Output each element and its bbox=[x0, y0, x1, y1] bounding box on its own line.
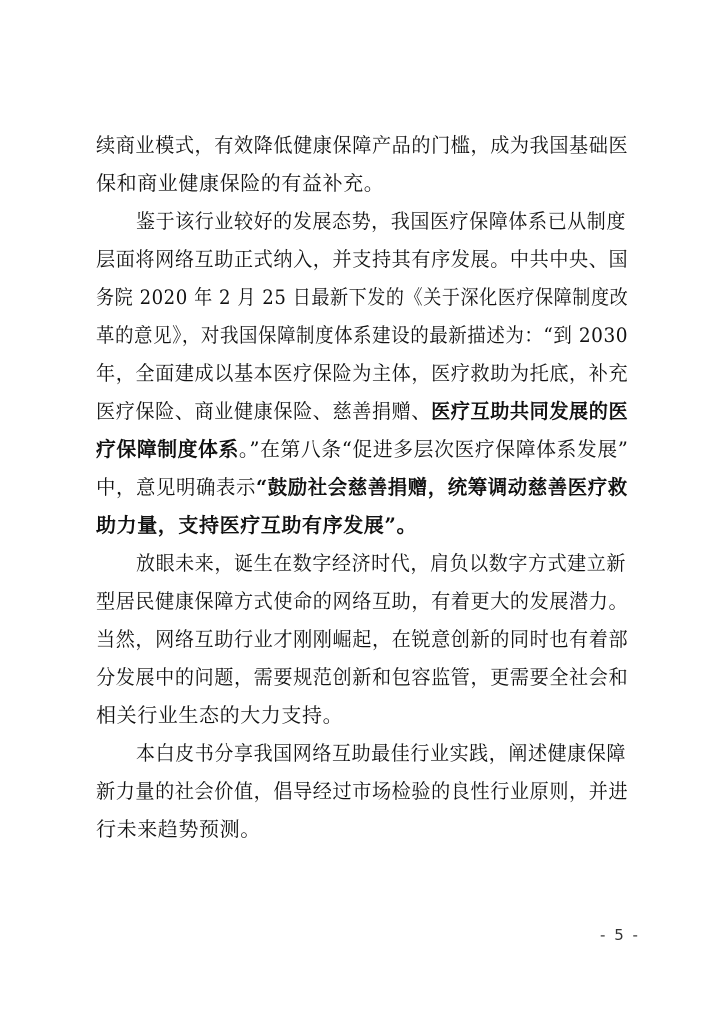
text-line bbox=[96, 810, 628, 848]
body-text: 。”在第八条“促进多层次医疗保障体系发展” bbox=[238, 437, 629, 461]
body-text: 续商业模式，有效降低健康保障产品的门槛，成为我国基础医 bbox=[96, 133, 629, 157]
text-line bbox=[96, 658, 629, 696]
text-line bbox=[96, 582, 629, 620]
body-text: 分发展中的问题，需要规范创新和包容监管，更需要全社会和 bbox=[96, 665, 629, 689]
text-line bbox=[96, 696, 628, 734]
text-line bbox=[96, 544, 626, 582]
text-line bbox=[96, 468, 628, 506]
text-line bbox=[96, 392, 629, 430]
body-text: 革的意见》，对我国保障制度体系建设的最新描述为：“到 2030 bbox=[96, 323, 629, 347]
document-body bbox=[96, 126, 628, 848]
text-line bbox=[96, 506, 628, 544]
text-line bbox=[96, 164, 628, 202]
text-line bbox=[96, 278, 629, 316]
body-text: 放眼未来，诞生在数字经济时代，肩负以数字方式建立新 bbox=[135, 551, 626, 575]
text-line bbox=[96, 126, 629, 164]
emphasized-text: 助力量，支持医疗互助有序发展”。 bbox=[96, 513, 418, 537]
body-text: 务院 2020 年 2 月 25 日最新下发的《关于深化医疗保障制度改 bbox=[96, 285, 629, 309]
body-text: 保和商业健康保险的有益补充。 bbox=[96, 171, 385, 195]
text-line bbox=[96, 772, 629, 810]
body-text: 中，意见明确表示 bbox=[96, 475, 256, 499]
text-line bbox=[96, 316, 629, 354]
text-line bbox=[96, 240, 629, 278]
body-text: 本白皮书分享我国网络互助最佳行业实践，阐述健康保障 bbox=[135, 741, 626, 765]
body-text: 鉴于该行业较好的发展态势，我国医疗保障体系已从制度 bbox=[135, 209, 626, 233]
text-line bbox=[96, 202, 626, 240]
body-text: 当然，网络互助行业才刚刚崛起，在锐意创新的同时也有着部 bbox=[96, 627, 629, 651]
emphasized-text: 医疗互助共同发展的医 bbox=[431, 399, 629, 423]
text-line bbox=[96, 430, 629, 468]
body-text: 医疗保险、商业健康保险、慈善捐赠、 bbox=[96, 399, 432, 423]
text-line bbox=[96, 620, 629, 658]
text-line bbox=[96, 354, 629, 392]
body-text: 层面将网络互助正式纳入，并支持其有序发展。中共中央、国 bbox=[96, 247, 629, 271]
body-text: 行未来趋势预测。 bbox=[96, 817, 261, 841]
body-text: 型居民健康保障方式使命的网络互助，有着更大的发展潜力。 bbox=[96, 589, 629, 613]
page-number: - 5 - bbox=[600, 926, 640, 944]
emphasized-text: “鼓励社会慈善捐赠，统筹调动慈善医疗救 bbox=[255, 475, 628, 499]
emphasized-text: 疗保障制度体系 bbox=[96, 437, 239, 461]
body-text: 相关行业生态的大力支持。 bbox=[96, 703, 344, 727]
body-text: 年，全面建成以基本医疗保险为主体，医疗救助为托底，补充 bbox=[96, 361, 629, 385]
body-text: 新力量的社会价值，倡导经过市场检验的良性行业原则，并进 bbox=[96, 779, 629, 803]
text-line bbox=[96, 734, 626, 772]
